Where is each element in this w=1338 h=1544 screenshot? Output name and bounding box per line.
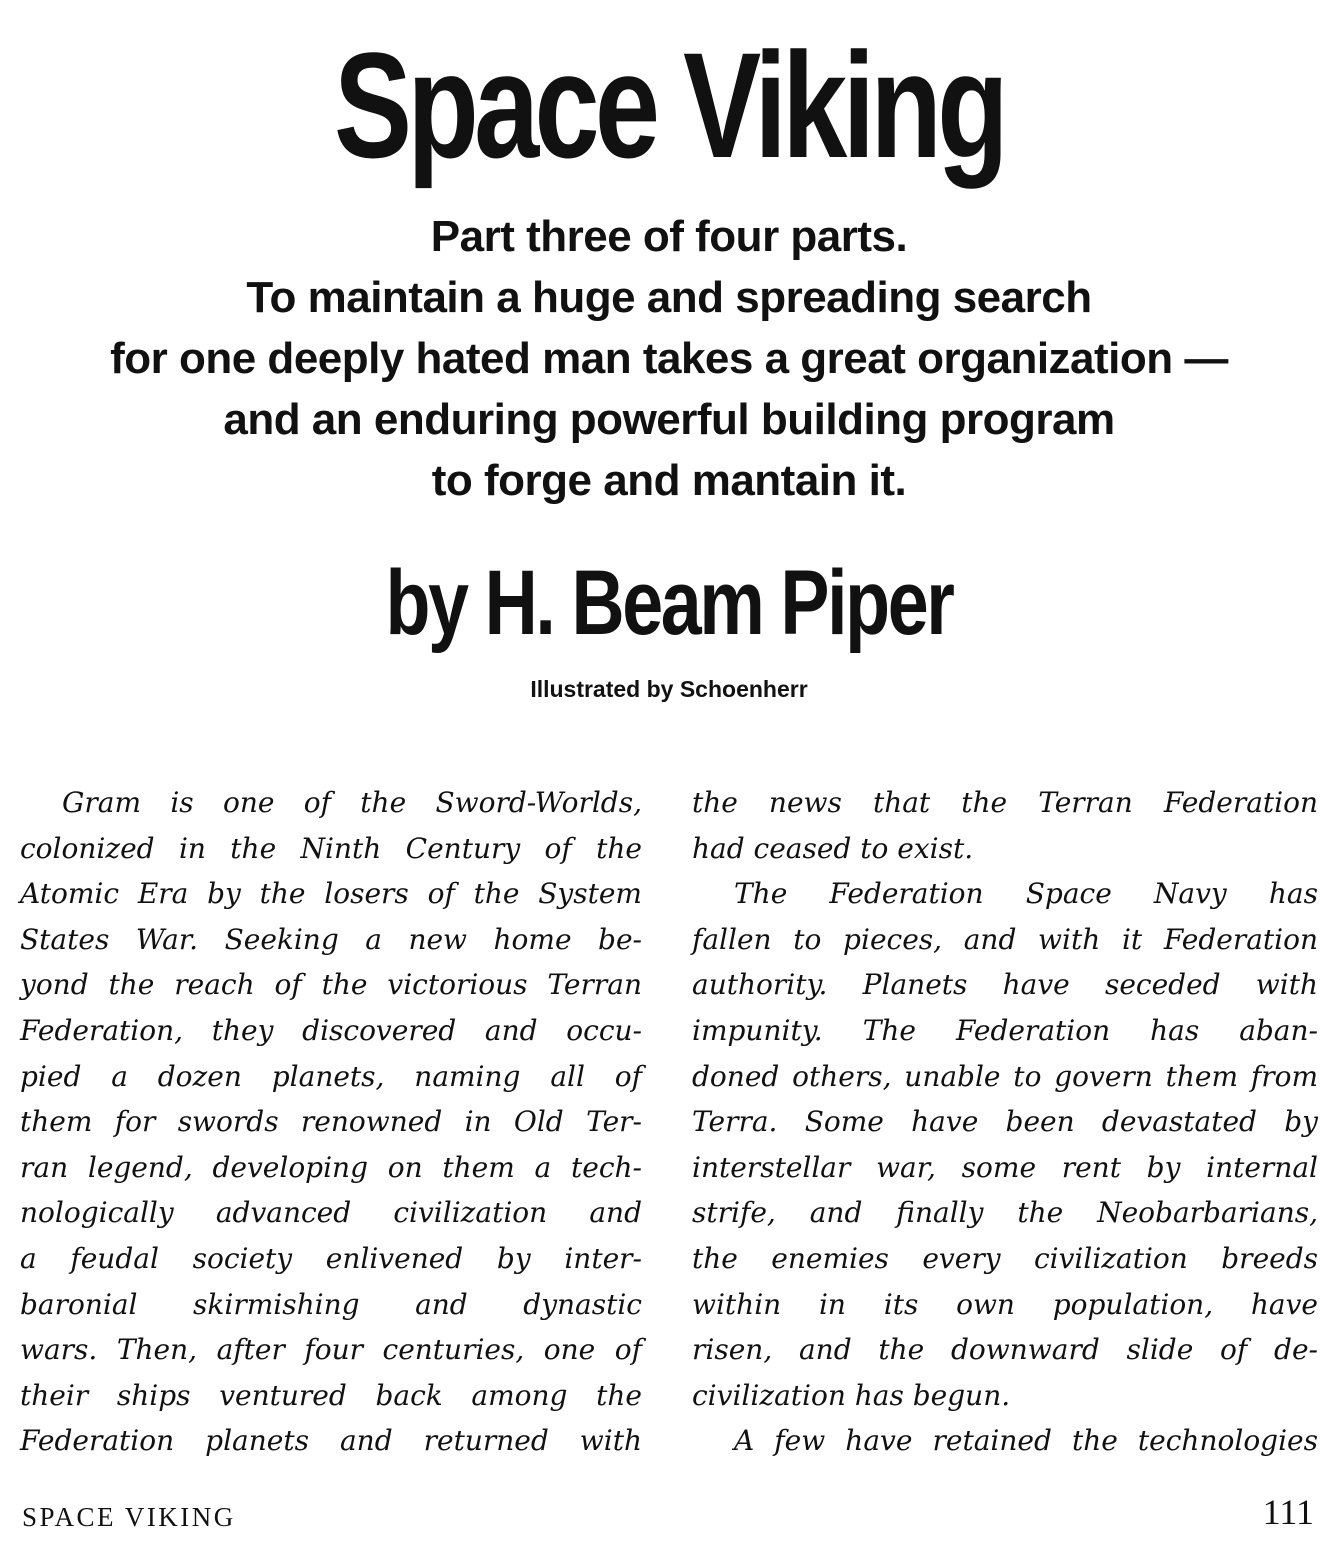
text-line: pied a dozen planets, naming all of [20, 1059, 642, 1093]
text-line: Federation, they discovered and occu- [20, 1013, 642, 1047]
text-line: their ships ventured back among the [20, 1378, 642, 1412]
left-column [20, 780, 642, 1464]
text-line: impunity. The Federation has aban- [692, 1013, 1318, 1047]
text-line: wars. Then, after four centuries, one of [20, 1333, 642, 1367]
text-line: States War. Seeking a new home be- [20, 922, 642, 956]
text-line: baronial skirmishing and dynastic [20, 1287, 642, 1321]
text-line: colonized in the Ninth Century of the [20, 831, 642, 865]
text-line: fallen to pieces, and with it Federation [692, 922, 1318, 956]
text-line: Gram is one of the Sword-Worlds, [62, 786, 642, 819]
blurb-line: and an enduring powerful building program [223, 395, 1115, 444]
text-line: Atomic Era by the losers of the System [20, 877, 642, 911]
text-line: the news that the Terran Federation [692, 786, 1318, 819]
text-line: Terra. Some have been devastated by [692, 1105, 1318, 1139]
author-byline: by H. Beam Piper [385, 552, 953, 654]
running-footer-title: SPACE VIKING [22, 1502, 236, 1532]
text-line: authority. Planets have seceded with [692, 968, 1318, 1002]
text-line: The Federation Space Navy has [734, 877, 1318, 911]
text-line: them for swords renowned in Old Ter- [20, 1105, 642, 1139]
story-title: Space Viking [333, 21, 1004, 189]
text-line: had ceased to exist. [692, 831, 974, 865]
text-line: yond the reach of the victorious Terran [20, 968, 642, 1002]
text-line: doned others, unable to govern them from [692, 1059, 1318, 1093]
text-line: civilization has begun. [692, 1378, 1011, 1412]
text-line: ran legend, developing on them a tech- [20, 1150, 642, 1184]
blurb-line: Part three of four parts. [430, 212, 908, 261]
blurb-line: to forge and mantain it. [431, 456, 907, 505]
illustrator-credit: Illustrated by Schoenherr [530, 676, 808, 702]
text-line: a feudal society enlivened by inter- [20, 1241, 642, 1275]
text-line: risen, and the downward slide of de- [692, 1333, 1318, 1367]
story-blurb [0, 206, 1338, 511]
blurb-line: To maintain a huge and spreading search [246, 273, 1092, 322]
text-line: Federation planets and returned with [20, 1424, 642, 1458]
text-line: the enemies every civilization breeds [692, 1241, 1318, 1275]
text-line: interstellar war, some rent by internal [692, 1150, 1318, 1184]
right-column [692, 780, 1318, 1464]
blurb-line: for one deeply hated man takes a great organization — [110, 334, 1228, 383]
text-line: A few have retained the technologies [734, 1424, 1318, 1458]
text-line: strife, and finally the Neobarbarians, [692, 1196, 1318, 1230]
page-number: 111 [1262, 1492, 1314, 1532]
text-line: within in its own population, have [692, 1287, 1318, 1321]
text-line: nologically advanced civilization and [20, 1196, 642, 1230]
